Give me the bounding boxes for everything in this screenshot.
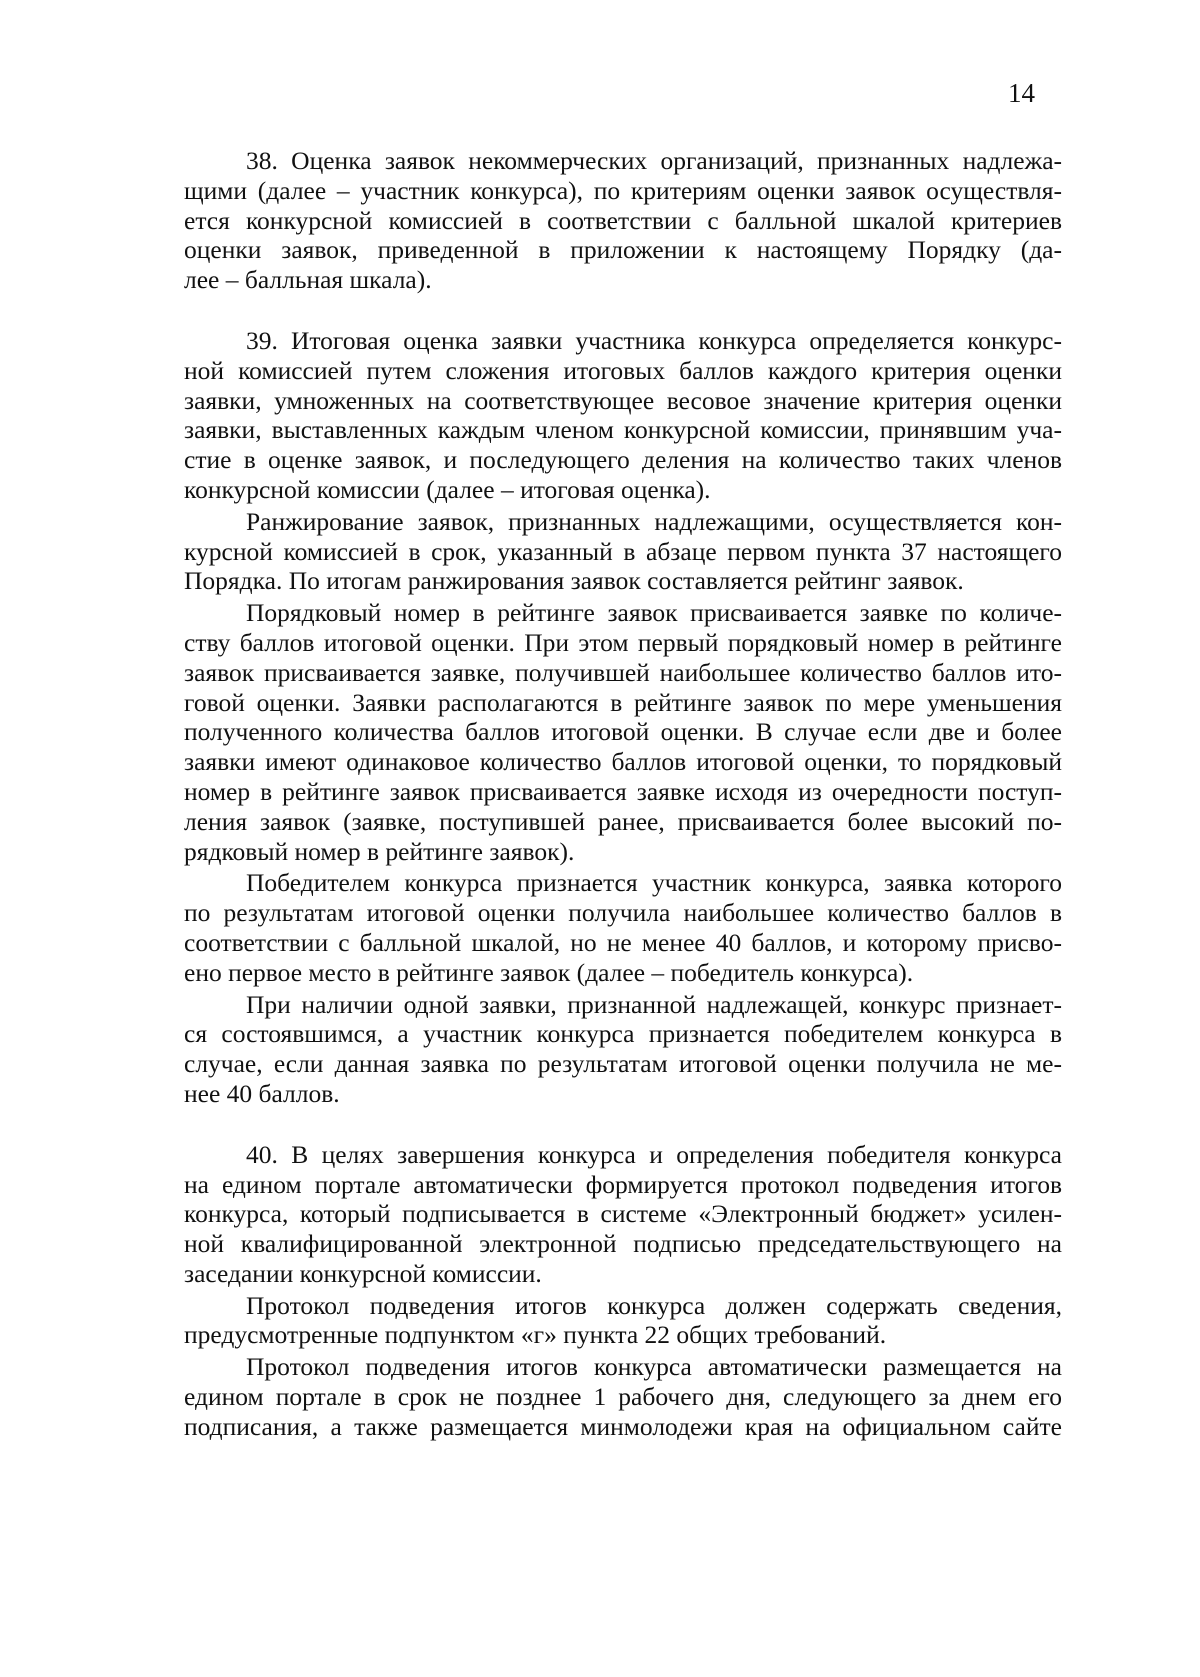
text-line: заявки имеют одинаковое количество баллов итоговой оценки, то порядковый [184,747,1062,777]
text-line: щими (далее – участник конкурса), по критериям оценки заявок осуществля- [184,175,1062,205]
text-line: соответствии с балльной шкалой, но не менее 40 баллов, и которому присво- [184,927,1062,957]
text-line: заседании конкурсной комиссии. [184,1258,542,1288]
text-line: ено первое место в рейтинге заявок (далее – победитель конкурса). [184,957,914,987]
text-line: на едином портале автоматически формируется протокол подведения итогов [184,1169,1062,1199]
text-line: ной квалифицированной электронной подписью председательствующего на [184,1229,1062,1259]
paragraph [184,1352,1062,1441]
document-body [184,146,1062,1442]
text-line: стие в оценке заявок, и последующего деления на количество таких членов [184,445,1062,475]
text-line: едином портале в срок не позднее 1 рабочего дня, следующего за днем его [184,1382,1062,1412]
text-line: Протокол подведения итогов конкурса должен содержать сведения, [246,1290,1062,1320]
text-line: заявок присваивается заявке, получившей наибольшее количество баллов ито- [184,657,1062,687]
text-line: предусмотренные подпунктом «г» пункта 22 общих требований. [184,1320,887,1350]
text-line: Порядковый номер в рейтинге заявок присваивается заявке по количе- [246,598,1062,628]
paragraph [184,1140,1062,1289]
paragraph [184,598,1062,866]
text-line: ется конкурсной комиссией в соответствии с балльной шкалой критериев [184,205,1062,235]
text-line: курсной комиссией в срок, указанный в абзаце первом пункта 37 настоящего [184,536,1062,566]
text-line: рядковый номер в рейтинге заявок). [184,836,575,866]
text-line: 40. В целях завершения конкурса и определения победителя конкурса [246,1139,1062,1169]
text-line: ления заявок (заявке, поступившей ранее, присваивается более высокий по- [184,806,1062,836]
text-line: Победителем конкурса признается участник конкурса, заявка которого [246,868,1062,898]
paragraph [184,507,1062,596]
text-line: оценки заявок, приведенной в приложении к настоящему Порядку (да- [184,235,1062,265]
text-line: номер в рейтинге заявок присваивается заявке исходя из очередности поступ- [184,776,1062,806]
text-line: При наличии одной заявки, признанной надлежащей, конкурс признает- [246,989,1062,1019]
text-line: случае, если данная заявка по результатам итоговой оценки получила не ме- [184,1049,1062,1079]
paragraph [184,990,1062,1109]
text-line: 39. Итоговая оценка заявки участника конкурса определяется конкурс- [246,325,1062,355]
text-line: лее – балльная шкала). [184,265,432,295]
text-line: Порядка. По итогам ранжирования заявок составляется рейтинг заявок. [184,566,964,596]
text-line: подписания, а также размещается минмолодежи края на официальном сайте [184,1411,1062,1441]
paragraph [184,146,1062,295]
text-line: говой оценки. Заявки располагаются в рейтинге заявок по мере уменьшения [184,687,1062,717]
paragraph [184,868,1062,987]
text-line: ной комиссией путем сложения итоговых баллов каждого критерия оценки [184,355,1062,385]
text-line: ся состоявшимся, а участник конкурса признается победителем конкурса в [184,1019,1062,1049]
text-line: ству баллов итоговой оценки. При этом первый порядковый номер в рейтинге [184,627,1062,657]
page-number: 14 [1008,78,1035,108]
text-line: заявки, умноженных на соответствующее весовое значение критерия оценки [184,385,1062,415]
text-line: Протокол подведения итогов конкурса автоматически размещается на [246,1352,1062,1382]
text-line: полученного количества баллов итоговой оценки. В случае если две и более [184,717,1062,747]
text-line: нее 40 баллов. [184,1078,340,1108]
text-line: по результатам итоговой оценки получила наибольшее количество баллов в [184,898,1062,928]
text-line: конкурса, который подписывается в системе «Электронный бюджет» усилен- [184,1199,1062,1229]
text-line: 38. Оценка заявок некоммерческих организаций, признанных надлежа- [246,146,1062,175]
paragraph [184,1291,1062,1351]
paragraph [184,326,1062,505]
text-line: заявки, выставленных каждым членом конкурсной комиссии, принявшим уча- [184,415,1062,445]
text-line: Ранжирование заявок, признанных надлежащими, осуществляется кон- [246,506,1062,536]
text-line: конкурсной комиссии (далее – итоговая оценка). [184,474,711,504]
